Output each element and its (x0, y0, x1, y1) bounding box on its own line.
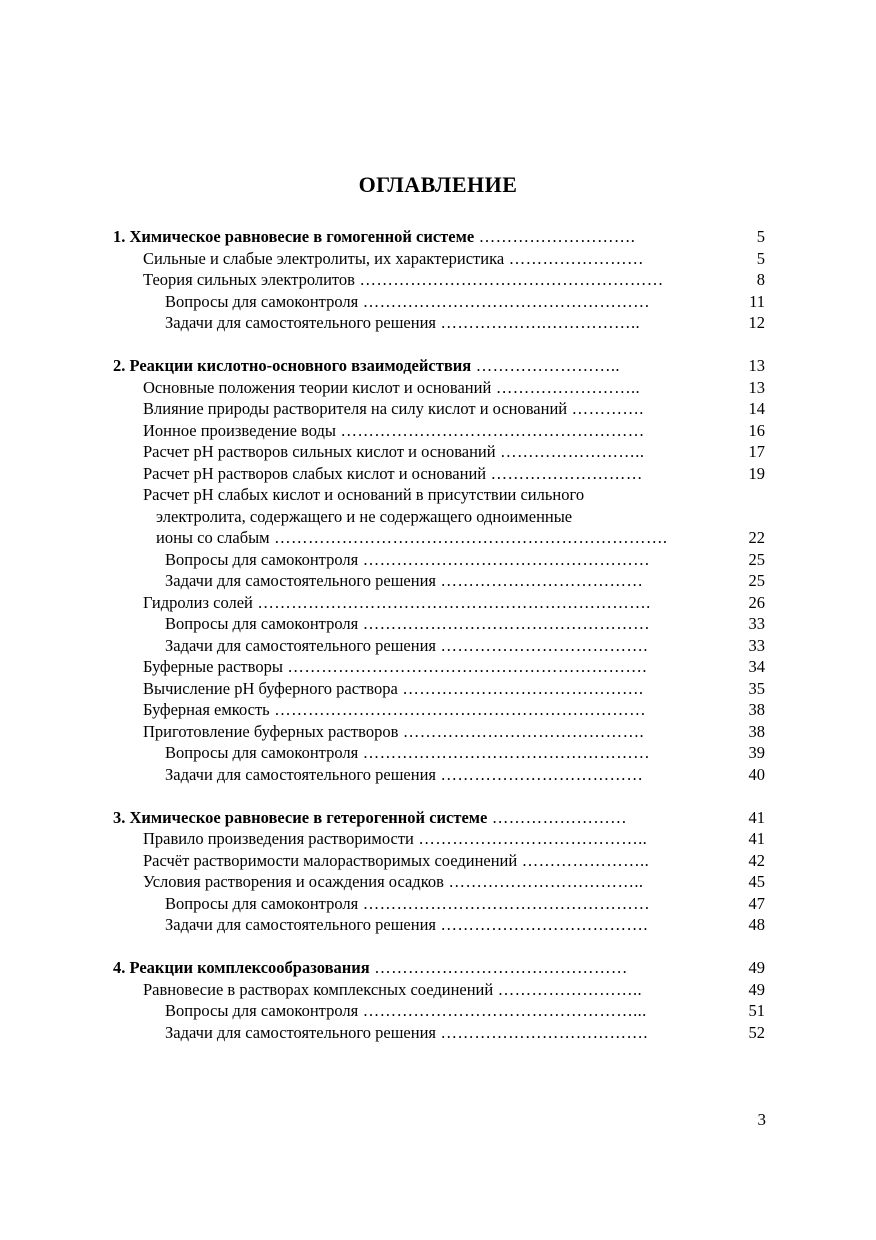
toc-entry[interactable] (113, 484, 765, 506)
toc-leader-dots: ………………………………. (436, 1022, 648, 1042)
toc-page-number: 16 (748, 420, 765, 440)
toc-page-number: 22 (748, 528, 765, 547)
toc-entry[interactable] (113, 570, 765, 592)
toc-leader-dots: …………………………………………... (358, 1001, 647, 1020)
toc-leader-dots: …………………… (487, 807, 628, 827)
toc-entry[interactable] (113, 420, 765, 442)
toc-entry[interactable] (113, 592, 765, 614)
toc-page-number: 34 (748, 657, 765, 676)
toc-entry-title: Расчет pH слабых кислот и оснований в присутствии сильного (143, 485, 585, 504)
toc-entry[interactable] (113, 764, 765, 786)
toc-leader-dots: …………………….. (495, 442, 645, 461)
table-of-contents (113, 226, 765, 1065)
toc-entry[interactable] (113, 506, 765, 528)
toc-page-number: 42 (748, 850, 765, 870)
toc-leader-dots: …………………… (504, 248, 644, 268)
toc-entry[interactable] (113, 871, 765, 893)
toc-entry-title: электролита, содержащего и не содержащего одноименные (156, 506, 573, 526)
toc-page-number: 14 (748, 399, 765, 418)
toc-entry-title: Вопросы для самоконтроля (165, 743, 359, 762)
toc-entry[interactable] (113, 742, 765, 764)
toc-entry[interactable] (113, 269, 765, 291)
toc-page-number: 49 (748, 958, 765, 977)
toc-page-number: 17 (748, 442, 765, 461)
toc-entry[interactable] (113, 1000, 765, 1022)
toc-page-number: 25 (748, 571, 765, 590)
toc-section (113, 957, 765, 1043)
toc-entry[interactable] (113, 527, 765, 549)
toc-leader-dots: ………………………………………………………. (282, 657, 647, 676)
toc-section (113, 226, 765, 334)
toc-entry[interactable] (113, 312, 765, 334)
toc-leader-dots: …………………………………………… (358, 893, 651, 913)
toc-entry[interactable] (113, 893, 765, 915)
toc-page-number: 19 (748, 463, 765, 483)
toc-leader-dots: ………………………………. (436, 915, 648, 934)
toc-entry-title: Задачи для самостоятельного решения (165, 1022, 436, 1042)
toc-entry-title: Буферная емкость (143, 700, 270, 719)
toc-entry-title: Приготовление буферных растворов (143, 721, 399, 741)
toc-page-number: 33 (748, 635, 765, 655)
toc-leader-dots: …………………………………………… (358, 549, 651, 569)
toc-leader-dots: ……………………………………. (397, 678, 644, 698)
toc-leader-dots: ………………….. (517, 850, 650, 870)
toc-entry[interactable] (113, 979, 765, 1001)
toc-page-number: 26 (748, 592, 765, 612)
toc-entry-title: Задачи для самостоятельного решения (165, 313, 436, 332)
toc-leader-dots: …………………….. (471, 356, 620, 375)
toc-leader-dots: ……………………… (486, 463, 643, 483)
toc-entry-title: Теория сильных электролитов (143, 270, 355, 289)
toc-page-number: 11 (749, 291, 765, 311)
toc-entry-title: Вопросы для самоконтроля (165, 614, 359, 633)
toc-entry-title: Основные положения теории кислот и оснований (143, 377, 492, 397)
toc-entry[interactable] (113, 613, 765, 635)
toc-leader-dots: ………………………. (474, 227, 636, 246)
toc-section (113, 355, 765, 785)
toc-leader-dots: ……………………………………… (369, 958, 628, 977)
toc-leader-dots: …………………………….. (443, 872, 644, 891)
toc-entry[interactable] (113, 463, 765, 485)
toc-entry-title: Расчет pH растворов сильных кислот и оснований (143, 442, 496, 461)
toc-entry-title: Ионное произведение воды (143, 420, 336, 440)
toc-page-number: 51 (748, 1001, 765, 1020)
toc-entry[interactable] (113, 678, 765, 700)
toc-leader-dots: …………………………………………… (358, 743, 651, 762)
toc-entry[interactable] (113, 656, 765, 678)
toc-page-number: 45 (748, 872, 765, 891)
toc-page-number: 38 (748, 721, 765, 741)
toc-entry-title: Вопросы для самоконтроля (165, 1001, 359, 1020)
toc-page-number: 35 (748, 678, 765, 698)
toc-page-number: 41 (748, 829, 765, 848)
toc-entry[interactable] (113, 291, 765, 313)
toc-entry[interactable] (113, 914, 765, 936)
toc-entry[interactable] (113, 441, 765, 463)
toc-entry-title: Задачи для самостоятельного решения (165, 915, 436, 934)
toc-page-number: 38 (748, 700, 765, 719)
toc-chapter-entry[interactable] (113, 957, 765, 979)
toc-leader-dots: ……………………………………………………………. (252, 592, 651, 612)
toc-page-number: 8 (756, 270, 765, 289)
toc-entry-title: Условия растворения и осаждения осадков (143, 872, 444, 891)
toc-entry-title: Влияние природы растворителя на силу кислот и оснований (143, 399, 568, 418)
toc-page-number: 13 (748, 356, 765, 375)
toc-entry[interactable] (113, 828, 765, 850)
toc-entry[interactable] (113, 248, 765, 270)
toc-entry-title: Вопросы для самоконтроля (165, 291, 359, 311)
toc-entry[interactable] (113, 721, 765, 743)
toc-page-number: 41 (748, 807, 765, 827)
toc-entry[interactable] (113, 1022, 765, 1044)
toc-entry-title: Расчёт растворимости малорастворимых соединений (143, 850, 518, 870)
toc-entry-title: Буферные растворы (143, 657, 283, 676)
toc-page-number: 47 (748, 893, 765, 913)
toc-leader-dots: ………………………………. (436, 635, 648, 655)
toc-entry-title: 2. Реакции кислотно-основного взаимодействия (113, 356, 472, 375)
toc-page-number: 49 (748, 979, 765, 999)
toc-entry[interactable] (113, 850, 765, 872)
toc-page-number: 13 (748, 377, 765, 397)
toc-leader-dots: ……………….…………….. (436, 313, 640, 332)
toc-entry-title: 4. Реакции комплексообразования (113, 958, 370, 977)
toc-entry[interactable] (113, 549, 765, 571)
toc-entry[interactable] (113, 398, 765, 420)
toc-entry-title: Задачи для самостоятельного решения (165, 764, 436, 784)
toc-entry[interactable] (113, 699, 765, 721)
toc-chapter-entry[interactable] (113, 355, 765, 377)
toc-entry[interactable] (113, 377, 765, 399)
toc-leader-dots: ……………………………………………… (354, 270, 664, 289)
toc-entry-title: Вопросы для самоконтроля (165, 893, 359, 913)
toc-entry-title: Правило произведения растворимости (143, 829, 414, 848)
toc-leader-dots: …………………………………………… (358, 614, 651, 633)
toc-entry-title: Задачи для самостоятельного решения (165, 571, 436, 590)
toc-entry-title: Задачи для самостоятельного решения (165, 635, 436, 655)
toc-entry-title: 3. Химическое равновесие в гетерогенной системе (113, 807, 488, 827)
toc-chapter-entry[interactable] (113, 226, 765, 248)
toc-entry[interactable] (113, 635, 765, 657)
toc-entry-title: 1. Химическое равновесие в гомогенной системе (113, 227, 475, 246)
toc-entry-title: Вычисление pH буферного раствора (143, 678, 398, 698)
toc-page-number: 33 (748, 614, 765, 633)
toc-leader-dots: ……………………………… (436, 764, 644, 784)
toc-leader-dots: ………………………………………………………… (269, 700, 647, 719)
toc-entry-title: Расчет pH растворов слабых кислот и оснований (143, 463, 487, 483)
toc-entry-title: Вопросы для самоконтроля (165, 549, 359, 569)
toc-leader-dots: …………………….. (493, 979, 642, 999)
toc-section (113, 807, 765, 936)
toc-page-number: 5 (756, 227, 765, 246)
toc-leader-dots: ……………………………………………… (335, 420, 645, 440)
toc-page-number: 39 (748, 743, 765, 762)
toc-leader-dots: ………………………………….. (413, 829, 648, 848)
toc-leader-dots: ……………………………………………………………. (269, 528, 668, 547)
toc-chapter-entry[interactable] (113, 807, 765, 829)
toc-page-number: 5 (756, 248, 765, 268)
page-title: ОГЛАВЛЕНИЕ (358, 172, 518, 197)
toc-leader-dots: …………. (567, 399, 644, 418)
toc-entry-title: Равновесие в растворах комплексных соединений (143, 979, 494, 999)
toc-page-number: 48 (748, 915, 765, 934)
toc-page-number: 25 (748, 549, 765, 569)
toc-entry-title: ионы со слабым (156, 528, 270, 547)
toc-entry-title: Сильные и слабые электролиты, их характеристика (143, 248, 505, 268)
toc-leader-dots: ……………………………… (436, 571, 644, 590)
toc-page-number: 52 (748, 1022, 765, 1042)
page-number: 3 (757, 1110, 766, 1129)
toc-leader-dots: …………………………………………… (358, 291, 651, 311)
toc-page-number: 12 (748, 313, 765, 332)
toc-leader-dots: ……………………………………. (398, 721, 645, 741)
toc-entry-title: Гидролиз солей (143, 592, 253, 612)
toc-leader-dots: …………………….. (491, 377, 641, 397)
toc-page-number: 40 (748, 764, 765, 784)
